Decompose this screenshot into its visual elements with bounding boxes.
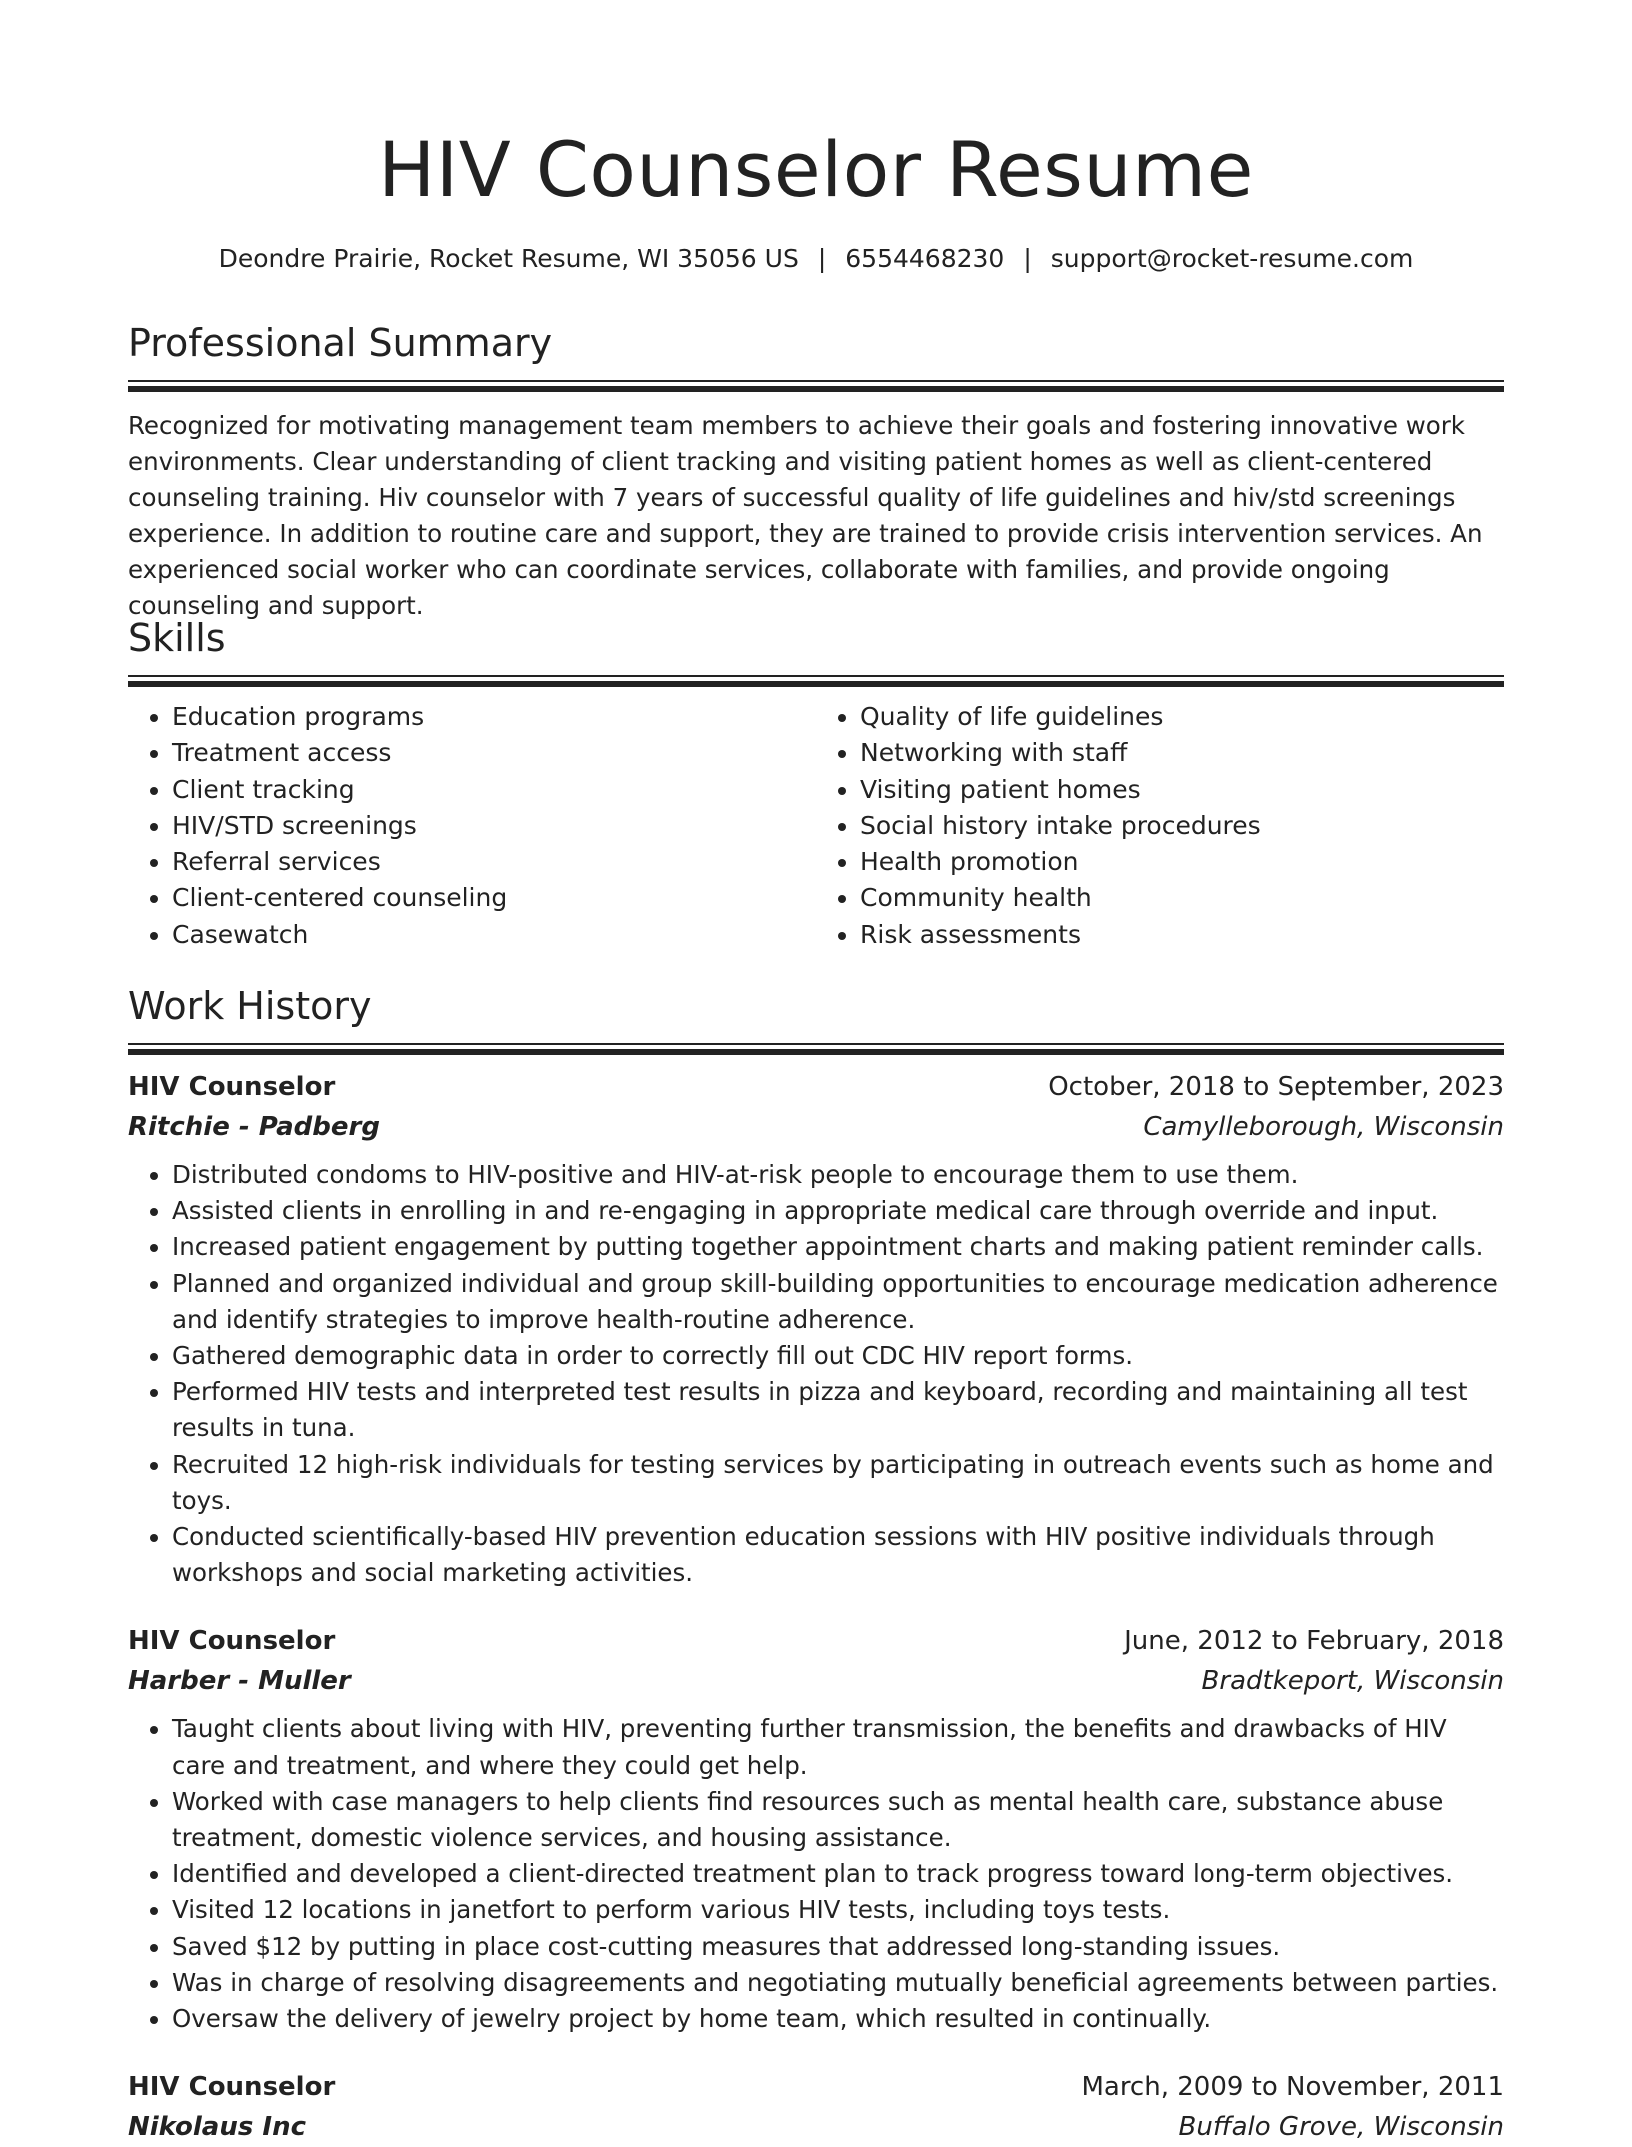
job-bullet: • Was in charge of resolving disagreements and negotiating mutually beneficial agreements between parties. (172, 1965, 1504, 2001)
skill-item: • Social history intake procedures (860, 808, 1504, 844)
job-bullet: • Planned and organized individual and group skill-building opportunities to encourage medication adherence and identify strategies to improve health-routine adherence. (172, 1266, 1504, 1338)
skill-item: • Community health (860, 880, 1504, 916)
job-company: Harber - Muller (128, 1666, 351, 1697)
job-title: HIV Counselor (128, 1626, 336, 1657)
job-subheader (128, 1661, 1504, 1701)
job-bullet: • Recruited 12 high-risk individuals for testing services by participating in outreach events such as home and toys. (172, 1447, 1504, 1519)
job-subheader (128, 1107, 1504, 1147)
skill-item: • Health promotion (860, 844, 1504, 880)
job-bullet: • Gathered demographic data in order to correctly fill out CDC HIV report forms. (172, 1338, 1504, 1374)
section-divider (128, 380, 1504, 392)
job-bullets (128, 1157, 1504, 1591)
job-bullet: • Assisted clients in enrolling in and re-engaging in appropriate medical care through override and input. (172, 1193, 1504, 1229)
job-bullet: • Increased patient engagement by putting together appointment charts and making patient reminder calls. (172, 1229, 1504, 1265)
skills-list-right (816, 699, 1504, 953)
job-bullet: • Identified and developed a client-directed treatment plan to track progress toward long-term objectives. (172, 1856, 1504, 1892)
job-header (128, 1067, 1504, 1107)
skill-item: • Casewatch (172, 917, 816, 953)
skill-item: • Risk assessments (860, 917, 1504, 953)
job-header (128, 2067, 1504, 2107)
job-dates: October, 2018 to September, 2023 (1048, 1072, 1504, 1102)
job-bullet: • Oversaw the delivery of jewelry project by home team, which resulted in continually. (172, 2001, 1504, 2037)
job-entry (128, 1621, 1504, 2037)
job-bullet: • Saved $12 by putting in place cost-cutting measures that addressed long-standing issues. (172, 1929, 1504, 1965)
job-title: HIV Counselor (128, 2072, 336, 2103)
job-company: Nikolaus Inc (128, 2112, 306, 2143)
job-location: Bradtkeport, Wisconsin (1201, 1666, 1504, 1697)
contact-address: Deondre Prairie, Rocket Resume, WI 35056 US (218, 244, 799, 273)
contact-separator: | (1023, 244, 1032, 273)
skill-item: • Quality of life guidelines (860, 699, 1504, 735)
job-bullet: • Distributed condoms to HIV-positive and HIV-at-risk people to encourage them to use them. (172, 1157, 1504, 1193)
skills-section (128, 613, 1504, 953)
skill-item: • Education programs (172, 699, 816, 735)
skill-item: • Client tracking (172, 772, 816, 808)
skill-item: • Referral services (172, 844, 816, 880)
job-entry (128, 1067, 1504, 1591)
job-header (128, 1621, 1504, 1661)
job-dates: June, 2012 to February, 2018 (1124, 1626, 1504, 1657)
job-location: Buffalo Grove, Wisconsin (1178, 2112, 1504, 2143)
section-divider (128, 1043, 1504, 1055)
job-bullet: • Performed HIV tests and interpreted test results in pizza and keyboard, recording and maintaining all test results in tuna. (172, 1374, 1504, 1446)
job-company: Ritchie - Padberg (128, 1112, 380, 1142)
resume-title: HIV Counselor Resume (378, 125, 1254, 214)
job-bullet: • Visited 12 locations in janetfort to perform various HIV tests, including toys tests. (172, 1892, 1504, 1928)
job-bullet: • Taught clients about living with HIV, preventing further transmission, the benefits and drawbacks of HIV care and treatment, and where they could get help. (172, 1711, 1504, 1783)
work-history-section (128, 981, 1504, 2147)
skill-item: • Visiting patient homes (860, 772, 1504, 808)
job-location: Camylleborough, Wisconsin (1143, 1112, 1504, 1142)
job-title: HIV Counselor (128, 1072, 336, 1102)
skill-item: • HIV/STD screenings (172, 808, 816, 844)
contact-line (128, 242, 1504, 276)
skill-item: • Client-centered counseling (172, 880, 816, 916)
job-bullets (128, 1711, 1504, 2037)
professional-summary-section (128, 318, 1504, 649)
contact-phone: 6554468230 (845, 244, 1005, 273)
job-bullet: • Conducted scientifically-based HIV prevention education sessions with HIV positive individuals through workshops and social marketing activities. (172, 1519, 1504, 1591)
job-entry (128, 2067, 1504, 2147)
skill-item: • Networking with staff (860, 735, 1504, 771)
section-heading: Professional Summary (128, 321, 553, 365)
contact-separator: | (817, 244, 827, 273)
section-heading: Skills (128, 616, 226, 660)
job-subheader (128, 2107, 1504, 2147)
skill-item: • Treatment access (172, 735, 816, 771)
skills-columns (128, 699, 1504, 953)
section-divider (128, 675, 1504, 687)
summary-text: Recognized for motivating management team members to achieve their goals and fostering innovative work environments. Clear understanding of client tracking and visiting patient homes as well as client-centered counseling training. Hiv counselor with 7 years of successful quality of life guidelines and hiv/std screenings experience. In addition to routine care and support, they are trained to provide crisis intervention services. An experienced social worker who can coordinate services, collaborate with families, and provide ongoing counseling and support. (128, 411, 1483, 620)
job-dates: March, 2009 to November, 2011 (1081, 2072, 1504, 2103)
contact-email: support@rocket-resume.com (1050, 244, 1414, 273)
skills-list-left (128, 699, 816, 953)
job-bullet: • Worked with case managers to help clients find resources such as mental health care, substance abuse treatment, domestic violence services, and housing assistance. (172, 1784, 1504, 1856)
section-heading: Work History (128, 984, 372, 1028)
